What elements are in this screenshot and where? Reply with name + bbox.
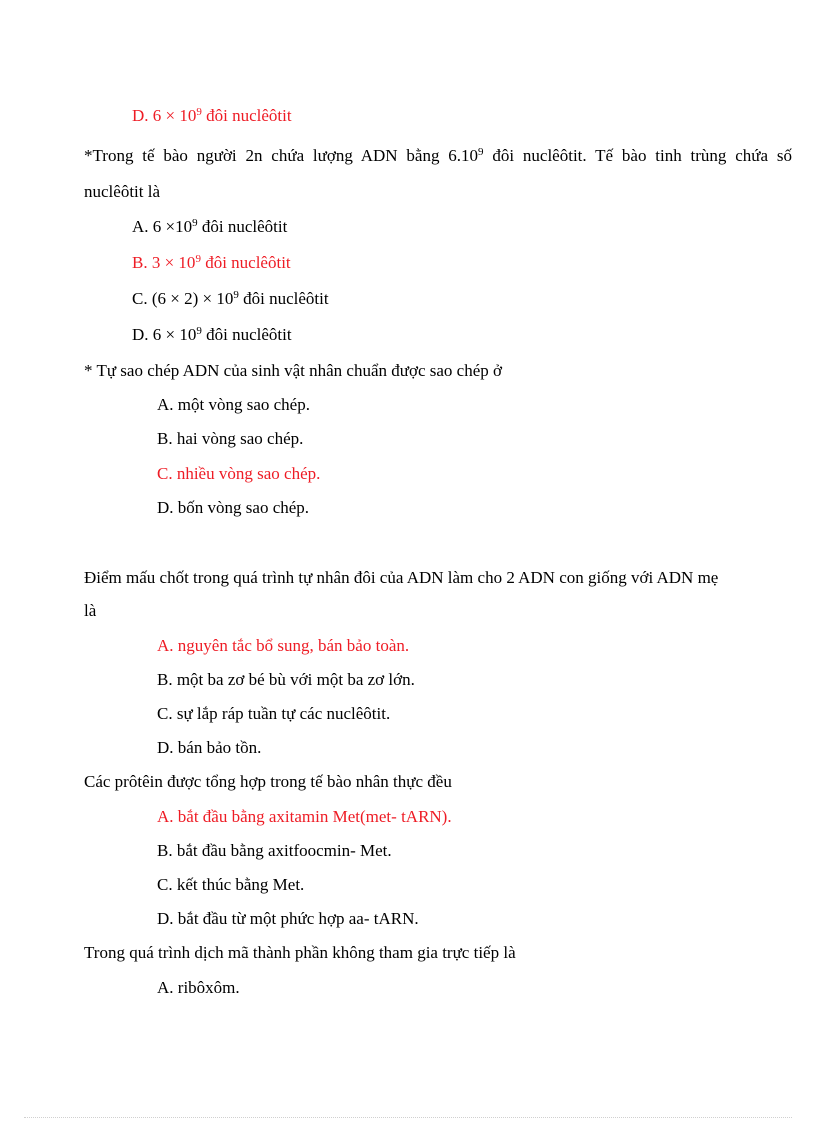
question-replication-option-c: C. nhiều vòng sao chép. bbox=[157, 464, 321, 483]
exponent: 9 bbox=[195, 253, 201, 265]
question-sperm-option-b bbox=[132, 252, 291, 274]
stem-text: đôi nuclêôtit. Tế bào tinh trùng chứa số bbox=[483, 146, 792, 165]
option-text: đôi nuclêôtit bbox=[200, 253, 291, 272]
option-text: B. 3 × 10 bbox=[132, 253, 196, 272]
question-sperm-option-c bbox=[132, 288, 329, 310]
question-keypoint-stem-line1: Điểm mấu chốt trong quá trình tự nhân đôi của ADN làm cho 2 ADN con giống với ADN mẹ bbox=[84, 568, 719, 587]
question-protein-option-a: A. bắt đầu bằng axitamin Met(met- tARN). bbox=[157, 807, 452, 826]
option-text: đôi nuclêôtit bbox=[197, 217, 288, 236]
question-replication-option-d: D. bốn vòng sao chép. bbox=[157, 498, 310, 517]
question-protein-option-d: D. bắt đầu từ một phức hợp aa- tARN. bbox=[157, 909, 419, 928]
question-sperm-stem-line1 bbox=[84, 145, 792, 167]
option-text: A. 6 ×10 bbox=[132, 217, 193, 236]
option-text: D. 6 × 10 bbox=[132, 106, 197, 125]
page-bottom-divider bbox=[24, 1117, 792, 1118]
question-protein-option-b: B. bắt đầu bằng axitfoocmin- Met. bbox=[157, 841, 392, 860]
question-replication-stem: * Tự sao chép ADN của sinh vật nhân chuẩn được sao chép ở bbox=[84, 361, 503, 380]
exponent: 9 bbox=[196, 325, 202, 337]
stem-text: *Trong tế bào người 2n chứa lượng ADN bằng 6.10 bbox=[84, 146, 479, 165]
question-keypoint-option-a: A. nguyên tắc bổ sung, bán bảo toàn. bbox=[157, 636, 410, 655]
question-protein-option-c: C. kết thúc bằng Met. bbox=[157, 875, 305, 894]
option-text: C. (6 × 2) × 10 bbox=[132, 289, 234, 308]
question-protein-stem: Các prôtêin được tổng hợp trong tế bào nhân thực đều bbox=[84, 772, 452, 791]
question-sperm-option-d bbox=[132, 324, 292, 346]
question-sperm-option-a bbox=[132, 216, 287, 238]
exponent: 9 bbox=[233, 289, 239, 301]
question-sperm-stem-line2: nuclêôtit là bbox=[84, 182, 161, 201]
exponent: 9 bbox=[478, 146, 484, 158]
question-keypoint-option-c: C. sự lắp ráp tuần tự các nuclêôtit. bbox=[157, 704, 391, 723]
question-translation-option-a: A. ribôxôm. bbox=[157, 978, 240, 997]
prev-question-option-d bbox=[132, 105, 292, 127]
option-text: đôi nuclêôtit bbox=[201, 325, 292, 344]
option-text: đôi nuclêôtit bbox=[201, 106, 292, 125]
exponent: 9 bbox=[192, 217, 198, 229]
question-replication-option-a: A. một vòng sao chép. bbox=[157, 395, 310, 414]
option-text: đôi nuclêôtit bbox=[238, 289, 329, 308]
question-keypoint-option-d: D. bán bảo tồn. bbox=[157, 738, 262, 757]
question-replication-option-b: B. hai vòng sao chép. bbox=[157, 429, 304, 448]
question-keypoint-option-b: B. một ba zơ bé bù với một ba zơ lớn. bbox=[157, 670, 415, 689]
exponent: 9 bbox=[196, 106, 202, 118]
question-translation-stem: Trong quá trình dịch mã thành phần không tham gia trực tiếp là bbox=[84, 943, 516, 962]
option-text: D. 6 × 10 bbox=[132, 325, 197, 344]
question-keypoint-stem-line2: là bbox=[84, 601, 97, 620]
